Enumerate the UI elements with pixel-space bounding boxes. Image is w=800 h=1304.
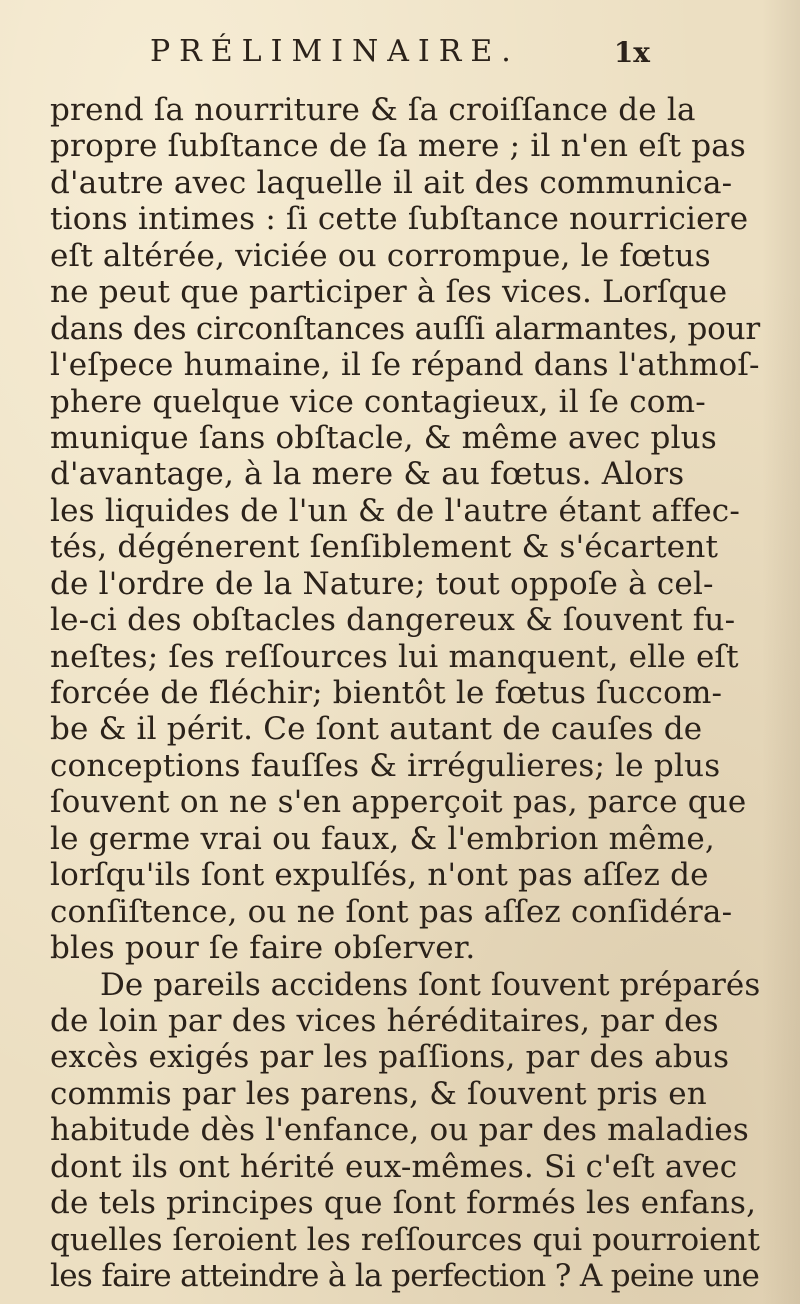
running-title: PRÉLIMINAIRE. xyxy=(150,34,520,69)
text-line: de tels principes que ſont formés les enfans, xyxy=(50,1185,757,1222)
text-line: les faire atteindre à la perfection ? A peine une xyxy=(50,1258,760,1294)
text-line: De pareils accidens ſont ſouvent préparés xyxy=(100,966,761,1003)
text-line: de l'ordre de la Nature; tout oppoſe à cel- xyxy=(50,565,714,602)
text-line: propre ſubſtance de ſa mere ; il n'en eſt pas xyxy=(50,128,747,165)
text-line: d'autre avec laquelle il ait des communica- xyxy=(50,164,733,201)
text-line: habitude dès l'enfance, ou par des maladies xyxy=(50,1112,750,1149)
text-line: bles pour ſe faire obſerver. xyxy=(50,930,476,967)
page-number: 1x xyxy=(613,36,650,69)
text-line: conſiſtence, ou ne ſont pas aſſez conſidéra- xyxy=(50,893,733,930)
text-line: les liquides de l'un & de l'autre étant affec- xyxy=(50,492,741,529)
text-line: l'eſpece humaine, il ſe répand dans l'athmoſ- xyxy=(50,347,760,384)
text-line: phere quelque vice contagieux, il ſe com- xyxy=(50,383,706,420)
page-header xyxy=(150,34,650,74)
text-line: eſt altérée, viciée ou corrompue, le fœtus xyxy=(50,237,711,274)
text-line: commis par les parens, & ſouvent pris en xyxy=(50,1075,707,1112)
text-line: de loin par des vices héréditaires, par des xyxy=(50,1002,719,1039)
text-line: lorſqu'ils ſont expulſés, n'ont pas aſſez de xyxy=(50,857,709,894)
text-line: dans des circonſtances auſſi alarmantes, pour xyxy=(50,310,760,347)
page-edge-shadow xyxy=(762,0,800,1304)
text-line: munique ſans obſtacle, & même avec plus xyxy=(50,419,717,456)
text-line: ſouvent on ne s'en apperçoit pas, parce que xyxy=(50,784,747,821)
text-line: be & il périt. Ce ſont autant de cauſes de xyxy=(50,711,703,748)
text-line: quelles ſeroient les reſſources qui pourroient xyxy=(50,1221,761,1258)
text-line: d'avantage, à la mere & au fœtus. Alors xyxy=(50,456,685,493)
text-line: tés, dégénerent ſenſiblement & s'écartent xyxy=(50,529,719,566)
text-line: tions intimes : ſi cette ſubſtance nourriciere xyxy=(50,201,749,238)
text-line: ne peut que participer à ſes vices. Lorſque xyxy=(50,274,728,311)
text-line: neſtes; ſes reſſources lui manquent, elle eſt xyxy=(50,638,739,675)
text-line: prend ſa nourriture & ſa croiſſance de la xyxy=(50,92,696,128)
text-line: excès exigés par les paſſions, par des abus xyxy=(50,1039,730,1076)
text-line: forcée de fléchir; bientôt le fœtus ſuccom- xyxy=(50,675,723,711)
text-line: le-ci des obſtacles dangereux & ſouvent fu- xyxy=(50,602,736,639)
text-line: conceptions fauſſes & irrégulieres; le plus xyxy=(50,747,721,784)
text-line: le germe vrai ou faux, & l'embrion même, xyxy=(50,820,715,857)
text-line: dont ils ont hérité eux-mêmes. Si c'eſt avec xyxy=(50,1148,738,1185)
